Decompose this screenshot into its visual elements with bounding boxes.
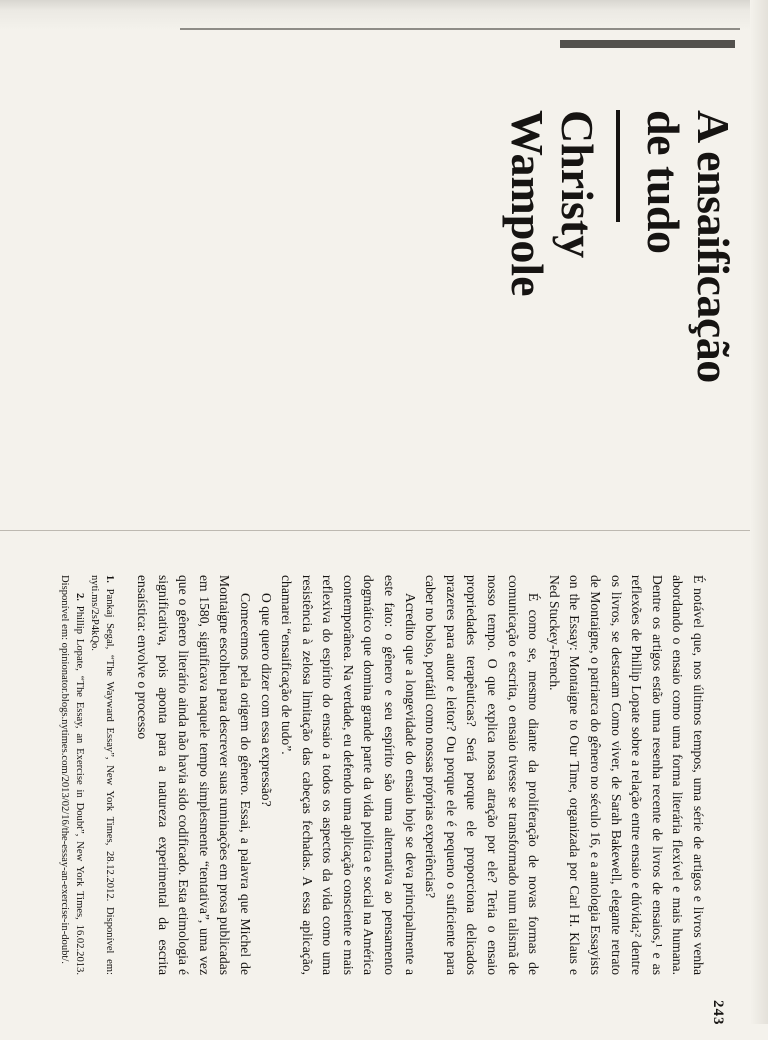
paragraph: O que quero dizer com essa expressão? — [258, 593, 274, 807]
paragraph: É notável que, nos últimos tempos, uma série de artigos e livros venha abordando o ensaio como uma forma literária flexível e mais humana. Dentre os artigos estão uma resenha recente de livros de ensaios,¹ e as reflexões de Phillip Lopate sobre a relação entre ensaio e dúvida;² dentre os livros, se destacam Como viver, de Sarah Bakewell, elegante retrato de Montaigne, o patriarca do gênero no século 16, e a antologia Essayists on the Essay: Montaigne to Our Time, organizada por Carl H. Klaus e Ned Stuckey-French. — [546, 575, 706, 975]
title-line-1: A ensaificação — [688, 110, 739, 383]
footnote-number: 2. — [74, 593, 86, 601]
author-first-name: Christy — [552, 110, 603, 259]
footnote-text: Phillip Lopate, “The Essay, an Exercise in Doubt”, New York Times, 16.02.2013. Disponível em: opinionator.blogs.nytimes.com/2013/02/16/the-essay-an-exercise-in-doubt/. — [59, 575, 86, 975]
footnote-number: 1. — [104, 575, 116, 583]
footnote-text: Pankaj Segal, “The Wayward Essay”, New York Times, 28.12.2012. Disponível em: nyti.ms/2sP4kQo. — [89, 575, 116, 975]
paragraph: Acredito que a longevidade do ensaio hoje se deva principalmente a este fato: o gênero e seu espírito são uma alternativa ao pensamento dogmático que domina grande parte da vida política e social na América contemporânea. Na verdade, eu defendo uma aplicação consciente e mais reflexiva do espírito do ensaio a todos os aspectos da vida como uma resistência à zelosa limitação das cabeças fechadas. A essa aplicação, chamarei “ensaificação de tudo”. — [279, 575, 418, 975]
paragraph: É como se, mesmo diante da proliferação de novas formas de comunicação e escrita, o ensaio tivesse se transformado num talismã de nosso tempo. O que explica nossa atração por ele? Teria o ensaio propriedades terapêuticas? Será porque ele proporciona delicados prazeres para autor e leitor? Ou porque ele é pequeno o suficiente para caber no bolso, portátil como nossas próprias experiências? — [423, 575, 542, 975]
footnote — [57, 575, 87, 975]
footnotes — [57, 575, 117, 975]
title-line-2: de tudo — [638, 110, 689, 254]
body-text-column — [57, 575, 708, 975]
footnote — [87, 575, 117, 975]
title-rule — [616, 110, 620, 222]
page-number: 243 — [710, 1000, 726, 1026]
title-block — [502, 110, 738, 490]
author-last-name: Wampole — [502, 110, 553, 297]
paragraph: Comecemos pela origem do gênero. Essai, a palavra que Michel de Montaigne escolheu para descrever suas ruminações em prosa publicadas em 1580, significava naquele tempo simplesmente “tentativa”, uma vez que o gênero literário ainda não havia sido codificado. Esta etimologia é significativa, pois aponta para a natureza experimental da escrita ensaística: envolve o processo — [134, 575, 253, 975]
